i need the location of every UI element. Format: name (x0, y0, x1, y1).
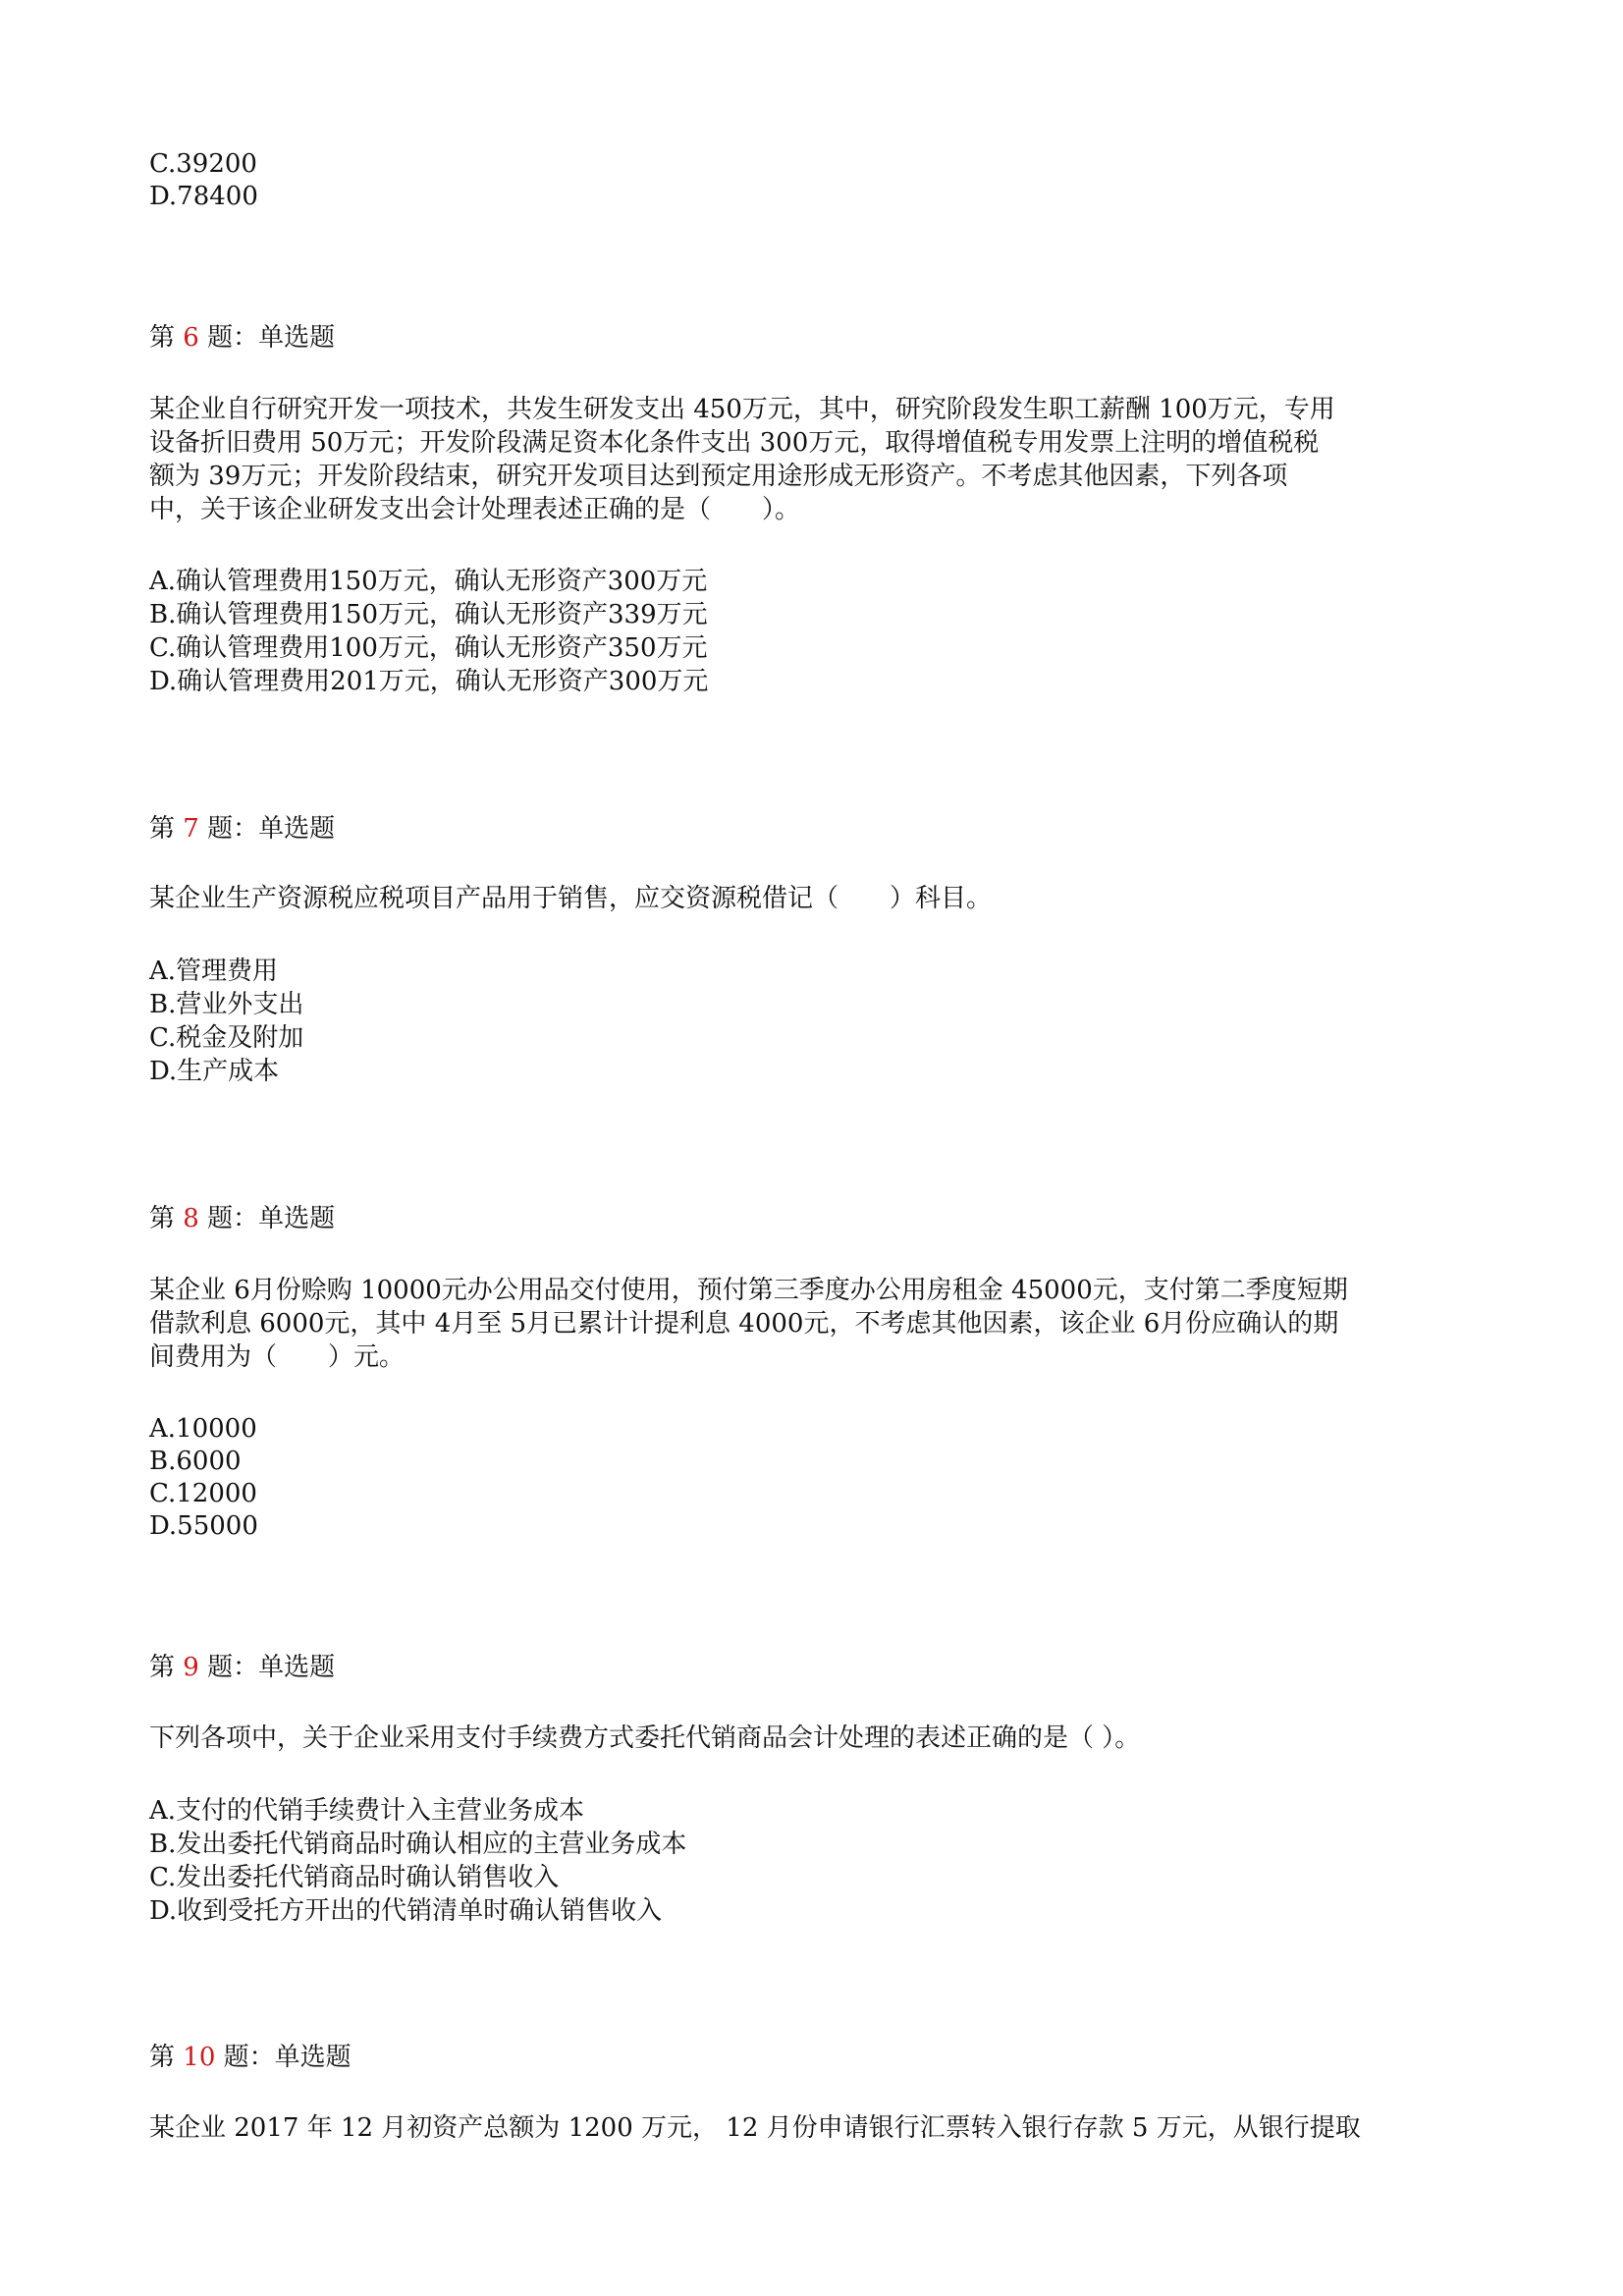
question-6-stem-line: 设备折旧费用 50万元；开发阶段满足资本化条件支出 300万元，取得增值税专用发票上注明的增值税税 (149, 428, 1320, 458)
question-8-stem-line: 间费用为（ ）元。 (149, 1342, 406, 1372)
question-8-stem-line: 某企业 6月份赊购 10000元办公用品交付使用，预付第三季度办公用房租金 45000元，支付第二季度短期 (149, 1276, 1348, 1305)
question-6-header: 第 6 题：单选题 (149, 323, 336, 353)
question-7-option-c: C.税金及附加 (149, 1023, 304, 1053)
question-7-option-d: D.生产成本 (149, 1057, 280, 1086)
question-6-option-d: D.确认管理费用201万元，确认无形资产300万元 (149, 667, 709, 696)
question-7-stem-line: 某企业生产资源税应税项目产品用于销售，应交资源税借记（ ）科目。 (149, 884, 993, 913)
question-number: 8 (183, 1204, 199, 1233)
question-8-header: 第 8 题：单选题 (149, 1204, 336, 1233)
question-9-option-c: C.发出委托代销商品时确认销售收入 (149, 1863, 560, 1892)
question-9-option-d: D.收到受托方开出的代销清单时确认销售收入 (149, 1896, 663, 1926)
question-number: 6 (183, 323, 199, 353)
question-number: 9 (183, 1653, 199, 1682)
question-6-option-b: B.确认管理费用150万元，确认无形资产339万元 (149, 600, 708, 629)
option-d-prev: D.78400 (149, 182, 258, 211)
question-7-option-a: A.管理费用 (149, 957, 279, 986)
question-9-header: 第 9 题：单选题 (149, 1653, 336, 1682)
question-8-option-b: B.6000 (149, 1447, 242, 1476)
question-number: 7 (183, 814, 199, 844)
question-8-option-d: D.55000 (149, 1511, 258, 1541)
question-7-option-b: B.营业外支出 (149, 990, 304, 1019)
question-9-option-b: B.发出委托代销商品时确认相应的主营业务成本 (149, 1830, 687, 1859)
question-8-stem-line: 借款利息 6000元，其中 4月至 5月已累计计提利息 4000元，不考虑其他因素，该企业 6月份应确认的期 (149, 1309, 1339, 1339)
question-6-stem-line: 中，关于该企业研发支出会计处理表述正确的是（ ）。 (149, 495, 801, 524)
question-10-header: 第 10 题：单选题 (149, 2043, 352, 2072)
question-10-stem-line: 某企业 2017 年 12 月初资产总额为 1200 万元， 12 月份申请银行汇票转入银行存款 5 万元，从银行提取 (149, 2113, 1361, 2143)
question-7-header: 第 7 题：单选题 (149, 814, 336, 844)
question-6-option-a: A.确认管理费用150万元，确认无形资产300万元 (149, 567, 708, 596)
question-9-stem-line: 下列各项中，关于企业采用支付手续费方式委托代销商品会计处理的表述正确的是（ ）。 (149, 1723, 1141, 1753)
question-6-stem-line: 额为 39万元；开发阶段结束，研究开发项目达到预定用途形成无形资产。不考虑其他因素，下列各项 (149, 462, 1288, 491)
question-6-stem-line: 某企业自行研究开发一项技术，共发生研发支出 450万元，其中，研究阶段发生职工薪酬 100万元，专用 (149, 395, 1335, 424)
question-8-option-a: A.10000 (149, 1414, 257, 1444)
question-6-option-c: C.确认管理费用100万元，确认无形资产350万元 (149, 633, 708, 663)
option-c-prev: C.39200 (149, 149, 257, 179)
question-9-option-a: A.支付的代销手续费计入主营业务成本 (149, 1796, 585, 1826)
question-number: 10 (183, 2043, 216, 2072)
question-8-option-c: C.12000 (149, 1479, 257, 1508)
